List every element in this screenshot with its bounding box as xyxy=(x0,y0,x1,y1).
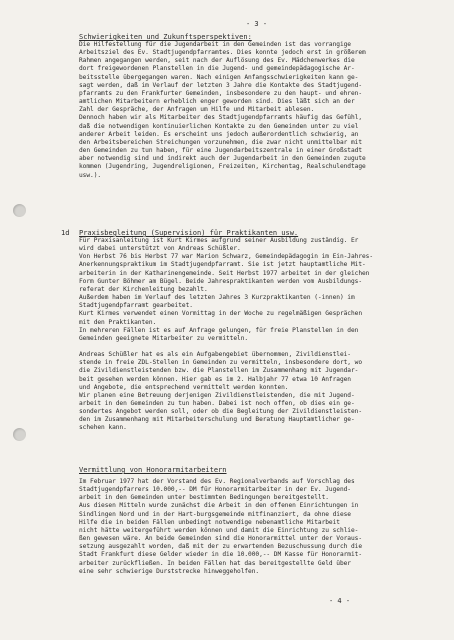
text-line: schehen kann. xyxy=(79,424,127,432)
text-line: mit den Praktikanten. xyxy=(79,318,157,326)
text-line: Für Praxisanleitung ist Kurt Kirmes aufgrund seiner Ausbildung zuständig. Er xyxy=(79,237,359,244)
text-line: stende in freie ZDL-Stellen in Gemeinden zu vermitteln, insbesondere dort, wo xyxy=(79,359,362,367)
text-line: Form Gunter Böhmer am Bügel. Beide Jahrespraktikanten werden vom Ausbildungs- xyxy=(79,277,362,285)
text-line: arbeit in den Gemeinden unter bestimmten Bedingungen bereitgestellt. xyxy=(79,494,329,502)
text-line: Hilfe die in beiden Fällen unbedingt notwendige nebenamtliche Mitarbeit xyxy=(79,518,340,526)
text-line: Rahmen angegangen werden, seit nach der Auflösung des Ev. Mädchenwerkes die xyxy=(79,57,355,65)
text-line: Im Februar 1977 hat der Vorstand des Ev. Regionalverbands auf Vorschlag des xyxy=(79,478,355,485)
text-line: nicht hätte weitergeführt werden können und damit die Einrichtung zu schlie- xyxy=(79,526,359,534)
text-line: beit gesehen werden können. Hier gab es im 2. Halbjahr 77 etwa 10 Anfragen xyxy=(79,375,351,383)
text-line: ßen gewesen wäre. An beide Gemeinden sind die Honorarmittel unter der Voraus- xyxy=(79,535,362,543)
section-intro xyxy=(79,33,445,180)
text-line: arbeit in den Gemeinden zu tun haben. Dabei ist noch offen, ob dies ein ge- xyxy=(79,399,355,407)
text-line: Gemeinden geeignete Mitarbeiter zu vermitteln. xyxy=(79,334,249,342)
text-line: und Angebote, die entsprechend vermittelt werden konnten. xyxy=(79,383,289,391)
text-line: Außerdem haben im Verlauf des letzten Jahres 3 Kurzpraktikanten (-innen) im xyxy=(79,294,355,302)
text-line: Von Herbst 76 bis Herbst 77 war Marion Schwarz, Gemeindepädagogin im Ein-Jahres- xyxy=(79,253,374,261)
section-supervision-heading: Praxisbegleitung (Supervision) für Praktikanten usw. xyxy=(79,229,299,237)
text-line: wird dabei unterstützt von Andreas Schüßler. xyxy=(79,245,241,253)
page-number-top: - 3 - xyxy=(246,20,268,28)
text-line: Aus diesen Mitteln wurde zunächst die Arbeit in den offenen Einrichtungen in xyxy=(79,502,359,510)
text-line: Kurt Kirmes verwendet einen Vormittag in der Woche zu regelmäßigen Gesprächen xyxy=(79,310,362,318)
text-line xyxy=(79,343,445,351)
text-line: Wir planen eine Betreuung derjenigen Zivildienstleistenden, die mit Jugend- xyxy=(79,391,355,399)
text-line: Dennoch haben wir als Mitarbeiter des Stadtjugendpfarramts häufig das Gefühl, xyxy=(79,114,362,122)
section-intro-heading: Schwierigkeiten und Zukunftsperspektiven: xyxy=(79,33,252,41)
punch-hole-bottom xyxy=(13,428,26,441)
text-line: eine sehr schwierige Durststrecke hinweggeholfen. xyxy=(79,567,260,575)
section-honorar xyxy=(79,466,445,576)
punch-hole-top xyxy=(13,204,26,217)
text-line: den im Zusammenhang mit Mitarbeiterschulung und Beratung Hauptamtlicher ge- xyxy=(79,416,355,424)
section-intro-body xyxy=(79,41,445,180)
text-line: Stadt Frankfurt diese Gelder wieder in die 10.000,-- DM Kasse für Honorarmit- xyxy=(79,551,362,559)
section-supervision-body xyxy=(79,237,445,433)
text-line: Anerkennungspraktikum im Stadtjugendpfarramt. Sie ist jetzt hauptamtliche Mit- xyxy=(79,261,366,269)
text-line: beitsstelle übergegangen waren. Nach einigen Anfangsschwierigkeiten kann ge- xyxy=(79,73,359,81)
text-line: Andreas Schüßler hat es als ein Aufgabengebiet übernommen, Zivildienstlei- xyxy=(79,351,351,359)
text-line: den Gemeinden zu tun haben, für eine Jugendarbeitszentrale in einer Großstadt xyxy=(79,147,362,155)
text-line: arbeiter zurückfließen. In beiden Fällen hat das bereitgestellte Geld über xyxy=(79,559,351,567)
section-honorar-body xyxy=(79,478,445,576)
text-line: anderer Arbeit leiden. Es erscheint uns jedoch außerordentlich schwierig, an xyxy=(79,130,359,138)
text-line: Arbeitsziel des Ev. Stadtjugendpfarramtes. Dies konnte jedoch erst in größerem xyxy=(79,49,366,57)
text-line: referat der Kirchenleitung bezahlt. xyxy=(79,285,208,293)
text-line: usw.). xyxy=(79,171,102,179)
text-line: arbeiterin in der Katharinengemeinde. Seit Herbst 1977 arbeitet in der gleichen xyxy=(79,269,370,277)
page-number-bottom: - 4 - xyxy=(329,597,351,605)
text-line: den Arbeitsbereichen Streichungen vorzunehmen, die zwar nicht unmittelbar mit xyxy=(79,138,362,146)
text-line: daß die notwendigen kontinuierlichen Kontakte zu den Gemeinden unter zu viel xyxy=(79,122,359,130)
text-line: pfarramts zu den Frankfurter Gemeinden, insbesondere zu den haupt- und ehren- xyxy=(79,89,362,97)
text-line: Zahl der Gespräche, der Anfragen um Hilfe und Mitarbeit ablesen. xyxy=(79,106,315,114)
text-line: sondertes Angebot werden soll, oder ob die Begleitung der Zivildienstleisten- xyxy=(79,408,362,416)
text-line: sagt werden, daß im Verlauf der letzten 3 Jahre die Kontakte des Stadtjugend- xyxy=(79,81,362,89)
text-line: Die Hilfestellung für die Jugendarbeit in den Gemeinden ist das vorrangige xyxy=(79,41,351,48)
section-supervision xyxy=(79,229,445,433)
section-honorar-heading: Vermittlung von Honorarmitarbeitern xyxy=(79,466,227,474)
section-number: 1d xyxy=(61,229,70,237)
text-line: amtlichen Mitarbeitern erheblich enger geworden sind. Dies läßt sich an der xyxy=(79,98,355,106)
text-line: die Zivildienstleistenden bzw. die Planstellen im Zusammenhang mit Jugendar- xyxy=(79,367,359,375)
text-line: Stadtjugendpfarrers 10.000,-- DM für Honorarmitarbeiter in der Ev. Jugend- xyxy=(79,486,351,494)
text-line: In mehreren Fällen ist es auf Anfrage gelungen, für freie Planstellen in den xyxy=(79,326,359,334)
text-line: Stadtjugendpfarramt gearbeitet. xyxy=(79,302,193,310)
text-line: dort freigewordenen Planstellen in die Jugend- und gemeindepädagogische Ar- xyxy=(79,65,355,73)
text-line: aber notwendig sind und indirekt auch der Jugendarbeit in den Gemeinden zugute xyxy=(79,155,366,163)
text-line: kommen (Jugendring, Jugendreligionen, Freizeiten, Kirchentag, Realschulendtage xyxy=(79,163,366,171)
text-line: setzung ausgezahlt worden, daß mit der zu erwartenden Bezuschussung durch die xyxy=(79,543,362,551)
text-line: Sindlingen Nord und in der Hart-burgsgemeinde mitfinanziert, da ohne diese xyxy=(79,510,351,518)
